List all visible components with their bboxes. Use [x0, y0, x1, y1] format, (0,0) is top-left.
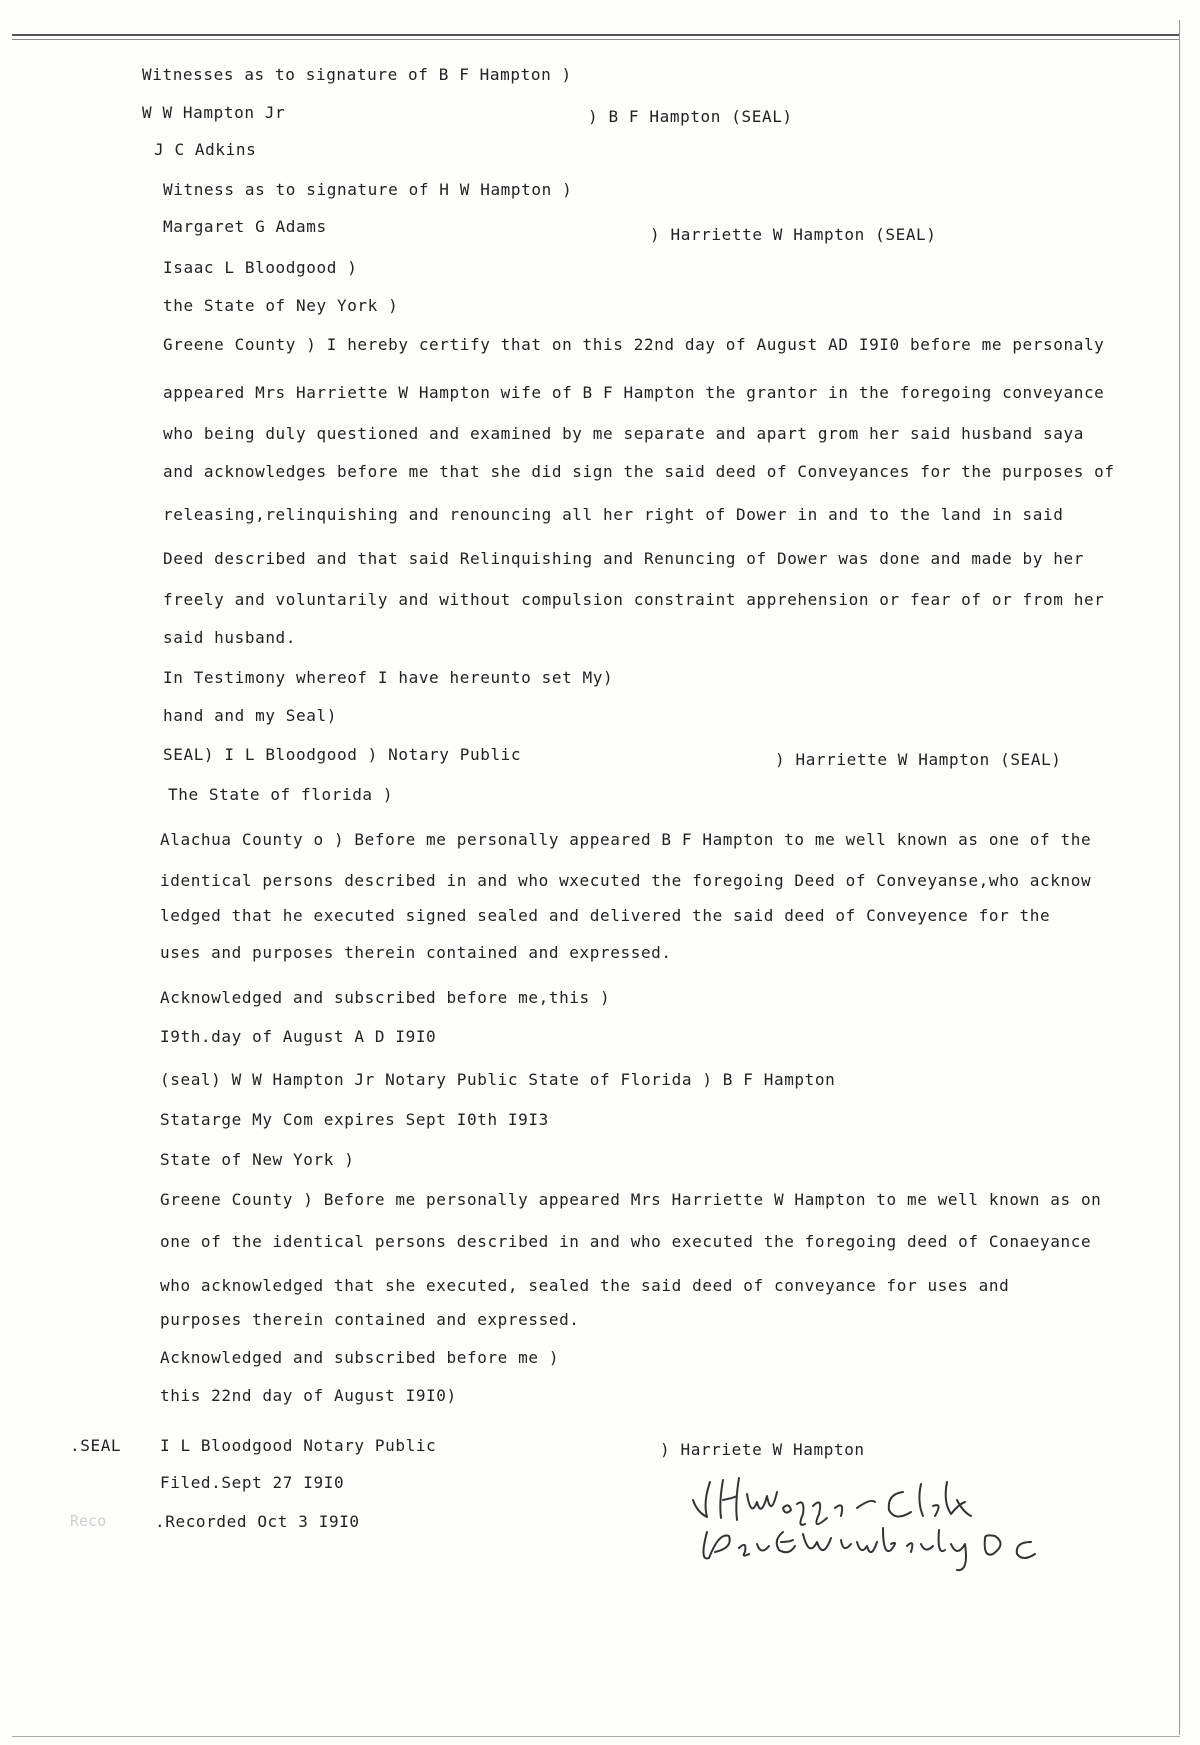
document-line: hand and my Seal)	[163, 706, 337, 725]
document-line: who acknowledged that she executed, sealed the said deed of conveyance for uses and	[160, 1276, 1010, 1295]
document-line: this 22nd day of August I9I0)	[160, 1386, 457, 1405]
document-line: SEAL) I L Bloodgood ) Notary Public	[163, 745, 522, 764]
document-line: who being duly questioned and examined by me separate and apart grom her said husband saya	[163, 424, 1084, 443]
document-line: and acknowledges before me that she did sign the said deed of Conveyances for the purposes of	[163, 462, 1115, 481]
document-line: appeared Mrs Harriette W Hampton wife of B F Hampton the grantor in the foregoing conveyance	[163, 383, 1105, 402]
clerk-signature	[685, 1462, 1145, 1572]
document-line: Deed described and that said Relinquishing and Renuncing of Dower was done and made by her	[163, 549, 1084, 568]
document-line: Margaret G Adams	[163, 217, 327, 236]
page-edge	[1179, 20, 1180, 1735]
document-line: identical persons described in and who wxecuted the foregoing Deed of Conveyanse,who acknow	[160, 871, 1092, 890]
document-line: freely and voluntarily and without compulsion constraint apprehension or fear of or from her	[163, 590, 1105, 609]
document-line: J C Adkins	[154, 140, 257, 159]
document-line: Greene County ) Before me personally appeared Mrs Harriette W Hampton to me well known as on	[160, 1190, 1102, 1209]
document-line: ledged that he executed signed sealed and delivered the said deed of Conveyence for the	[160, 906, 1051, 925]
document-line: Witnesses as to signature of B F Hampton )	[142, 65, 572, 84]
document-line: I L Bloodgood Notary Public	[160, 1436, 437, 1455]
document-line: ) B F Hampton (SEAL)	[588, 107, 793, 126]
document-line: the State of Ney York )	[163, 296, 399, 315]
document-line: purposes therein contained and expressed.	[160, 1310, 580, 1329]
document-line: one of the identical persons described in and who executed the foregoing deed of Conaeyance	[160, 1232, 1092, 1251]
document-line: .SEAL	[70, 1436, 122, 1455]
document-line: releasing,relinquishing and renouncing all her right of Dower in and to the land in said	[163, 505, 1064, 524]
document-line: W W Hampton Jr	[142, 103, 286, 122]
document-line: Acknowledged and subscribed before me )	[160, 1348, 560, 1367]
document-line: Greene County ) I hereby certify that on this 22nd day of August AD I9I0 before me personaly	[163, 335, 1105, 354]
document-line: said husband.	[163, 628, 297, 647]
page-bottom-edge	[12, 1736, 1180, 1737]
document-line: (seal) W W Hampton Jr Notary Public State of Florida ) B F Hampton	[160, 1070, 836, 1089]
top-rule	[12, 34, 1180, 40]
document-line: Statarge My Com expires Sept I0th I9I3	[160, 1110, 549, 1129]
document-line: .Recorded Oct 3 I9I0	[155, 1512, 360, 1531]
document-line: Acknowledged and subscribed before me,this )	[160, 988, 611, 1007]
document-line: In Testimony whereof I have hereunto set My)	[163, 668, 614, 687]
document-line: I9th.day of August A D I9I0	[160, 1027, 437, 1046]
document-line: Witness as to signature of H W Hampton )	[163, 180, 573, 199]
document-line: ) Harriete W Hampton	[660, 1440, 865, 1459]
document-line: The State of florida )	[168, 785, 394, 804]
document-line: ) Harriette W Hampton (SEAL)	[650, 225, 937, 244]
document-line: ) Harriette W Hampton (SEAL)	[775, 750, 1062, 769]
faded-margin-text: Reco	[70, 1512, 107, 1530]
document-line: uses and purposes therein contained and expressed.	[160, 943, 672, 962]
document-line: Filed.Sept 27 I9I0	[160, 1473, 345, 1492]
document-line: Isaac L Bloodgood )	[163, 258, 358, 277]
document-line: Alachua County o ) Before me personally appeared B F Hampton to me well known as one of the	[160, 830, 1092, 849]
document-line: State of New York )	[160, 1150, 355, 1169]
